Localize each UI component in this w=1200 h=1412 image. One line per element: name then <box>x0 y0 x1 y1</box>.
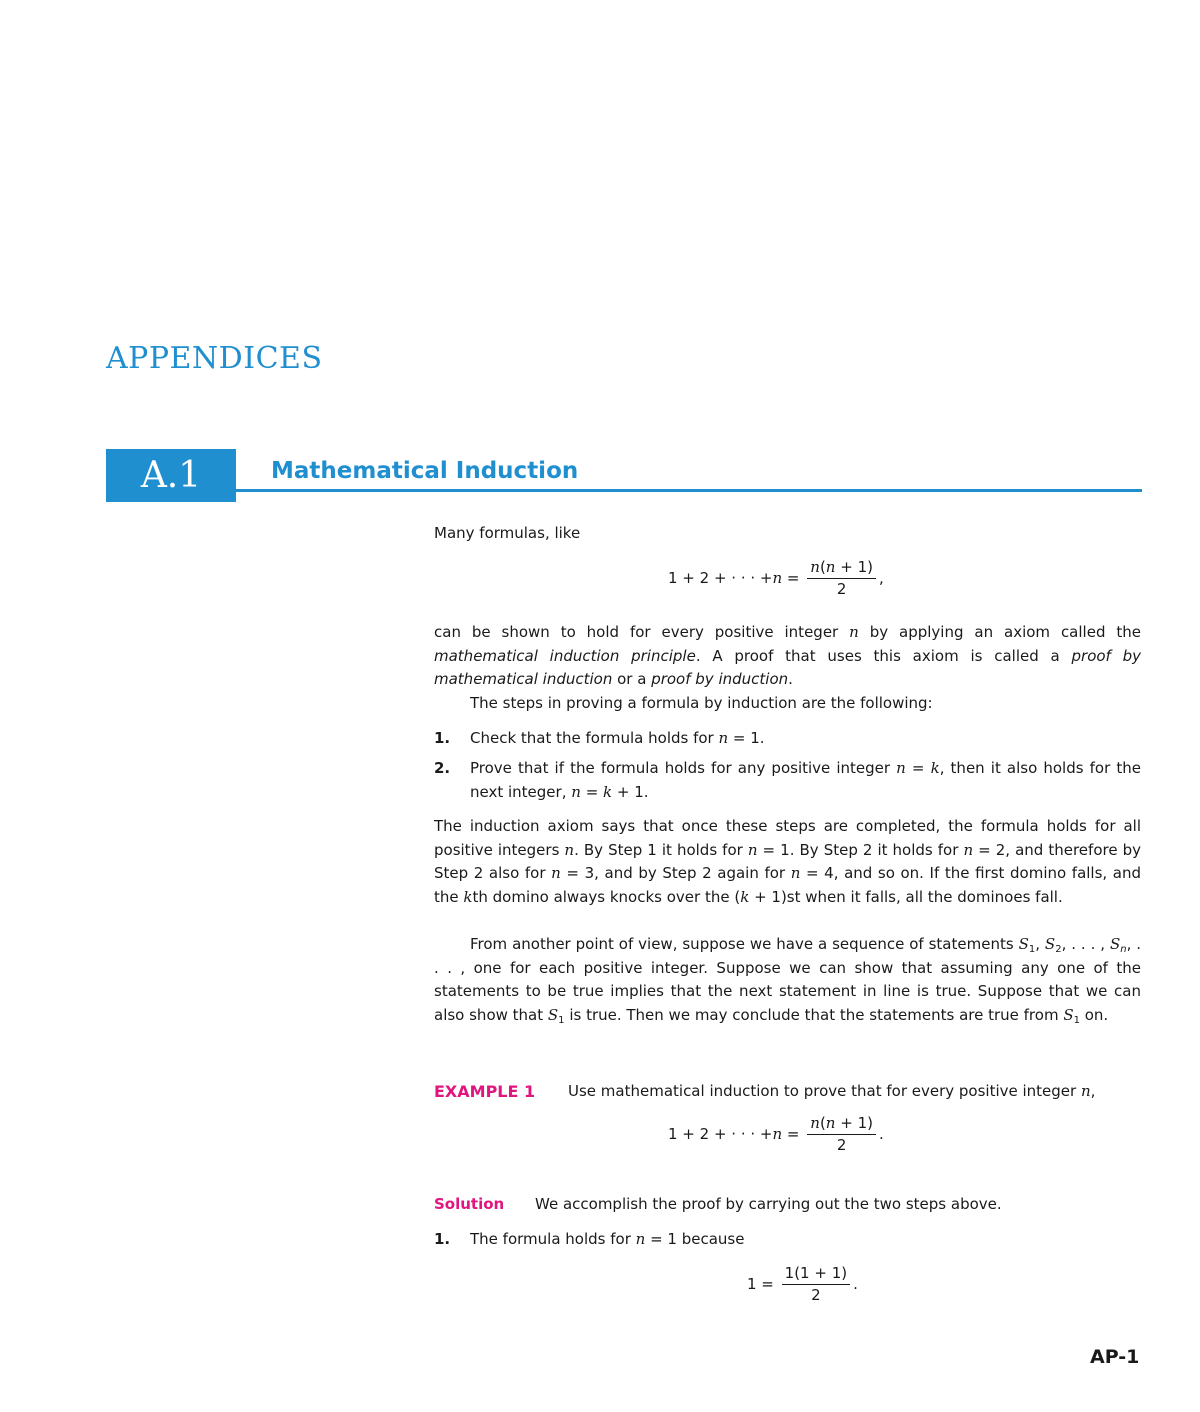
paragraph-3 <box>434 815 1141 909</box>
eq1-n: n <box>772 569 783 587</box>
eq2-denominator: 2 <box>836 1136 847 1154</box>
equation-2 <box>668 1113 884 1155</box>
eq1-numerator: n(n + 1) <box>807 557 876 579</box>
step-2 <box>434 757 1141 804</box>
paragraph-4 <box>434 933 1141 1027</box>
step-2-number: 2. <box>434 759 451 777</box>
section-rule <box>236 489 1142 492</box>
intro-text <box>434 522 1141 546</box>
equation-1 <box>668 557 884 599</box>
section-number-box <box>106 449 236 502</box>
intro-paragraph: Many formulas, like <box>434 524 581 542</box>
eq1-equals: = <box>782 569 805 587</box>
solution-step-1 <box>434 1228 1141 1252</box>
solution-step-1-text: The formula holds for n = 1 because <box>470 1230 745 1248</box>
solution-label: Solution <box>434 1195 505 1213</box>
example-label: EXAMPLE 1 <box>434 1082 536 1101</box>
paragraph-2 <box>434 692 1141 716</box>
eq2-fraction <box>807 1113 876 1155</box>
eq2-equals: = <box>782 1125 805 1143</box>
section-number: A.1 <box>140 455 202 496</box>
step-2-text: Prove that if the formula holds for any positive integer n = k, then it also holds for the next integer, n = k + 1. <box>470 759 1141 801</box>
solution-step-1-number: 1. <box>434 1230 451 1248</box>
eq1-denominator: 2 <box>836 580 847 598</box>
eq3-lhs: 1 = <box>747 1275 779 1293</box>
step-1 <box>434 727 1141 751</box>
paragraph-2-text: The steps in proving a formula by induction are the following: <box>470 694 933 712</box>
paragraph-3-text: The induction axiom says that once these steps are completed, the formula holds for all positive integers n. By Step 1 it holds for n = 1. By Step 2 it holds for n = 2, and therefore by Step 2 also for n = 3, and by Step 2 again for n = 4, and so on. If the first domino falls, and the kth domino always knocks over the (k + 1)st when it falls, all the dominoes fall. <box>434 817 1142 906</box>
step-1-text: Check that the formula holds for n = 1. <box>470 729 765 747</box>
appendices-title: APPENDICES <box>106 341 323 376</box>
eq3-fraction <box>782 1263 850 1305</box>
page-number: AP-1 <box>1090 1346 1140 1368</box>
section-title: Mathematical Induction <box>271 458 579 484</box>
eq2-trail: . <box>878 1125 884 1143</box>
eq3-denominator: 2 <box>811 1286 821 1304</box>
paragraph-4-text: From another point of view, suppose we have a sequence of statements $S_1$, $S_2$, . . . , $S_n$, . . . , one for each positive integer. Suppose we can show that assuming any one of the statements to be true implies that the next statement in line is true. Suppose that we can also show that $S_1$ is true. Then we may conclude that the statements are true from $S_1$ on. <box>434 935 1142 1026</box>
eq3-trail: . <box>853 1275 858 1293</box>
solution-text: We accomplish the proof by carrying out the two steps above. <box>535 1195 1002 1213</box>
step-1-number: 1. <box>434 729 451 747</box>
eq1-trail: , <box>878 569 884 587</box>
eq1-lhs: 1 + 2 + · · · + <box>668 569 773 587</box>
eq1-fraction <box>807 557 876 599</box>
paragraph-1 <box>434 621 1141 692</box>
eq3-numerator: 1(1 + 1) <box>782 1263 850 1285</box>
paragraph-1-text: can be shown to hold for every positive integer n by applying an axiom called the mathematical induction principle. A proof that uses this axiom is called a proof by mathematical induction or a proof by induction. <box>434 623 1141 688</box>
example-text: Use mathematical induction to prove that for every positive integer n, <box>568 1082 1096 1100</box>
eq2-lhs: 1 + 2 + · · · + <box>668 1125 773 1143</box>
eq2-numerator: n(n + 1) <box>807 1113 876 1135</box>
eq2-n: n <box>772 1125 783 1143</box>
equation-3 <box>747 1263 858 1305</box>
